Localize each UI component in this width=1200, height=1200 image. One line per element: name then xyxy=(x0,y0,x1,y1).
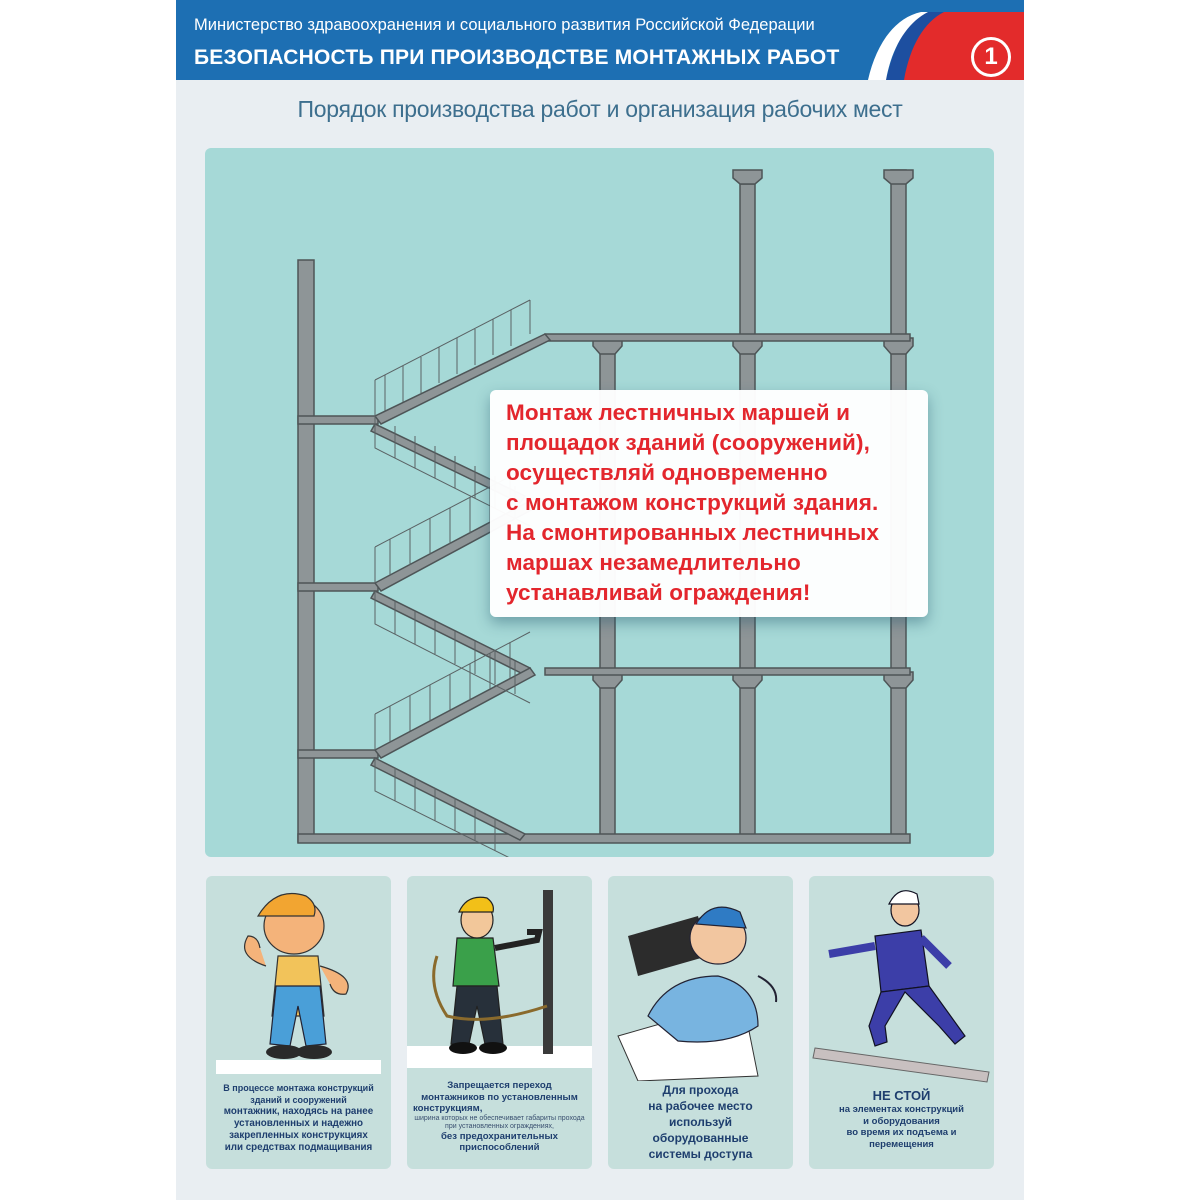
card-2-line-3: конструкциям, xyxy=(413,1103,483,1114)
card-4-line-4: во время их подъема и xyxy=(846,1127,957,1138)
header-bar xyxy=(176,0,1024,80)
card-1-line-1: В процессе монтажа конструкций xyxy=(223,1083,374,1093)
poster-subtitle: Порядок производства работ и организация рабочих мест xyxy=(297,96,903,122)
card-1-line-6: или средствах подмащивания xyxy=(224,1142,373,1153)
card-3-line-4: оборудованные xyxy=(652,1131,749,1145)
card-3-line-3: используй xyxy=(668,1115,733,1129)
card-1-caption xyxy=(210,1082,387,1154)
safety-card-1 xyxy=(206,876,391,1169)
safety-card-4 xyxy=(809,876,994,1169)
card-3-line-1: Для прохода xyxy=(662,1083,739,1097)
safety-card-3 xyxy=(608,876,793,1169)
worker-standing-illustration xyxy=(206,876,391,1076)
card-2-note: ширина которых не обеспечивает габариты прохода при установленных ограждениях, xyxy=(414,1114,585,1130)
card-4-caption xyxy=(813,1088,990,1150)
card-4-line-5: перемещения xyxy=(869,1138,934,1150)
card-3-caption xyxy=(612,1082,789,1162)
card-3-line-5: системы доступа xyxy=(648,1147,753,1161)
card-4-line-3: и оборудования xyxy=(863,1115,940,1127)
card-1-line-2: зданий и сооружений xyxy=(250,1095,347,1105)
sheet-number-badge: 1 xyxy=(971,37,1011,77)
card-4-line-1: НЕ СТОЙ xyxy=(872,1088,931,1103)
card-1-line-5: закрепленных конструкциях xyxy=(229,1130,368,1141)
card-3-line-2: на рабочее место xyxy=(648,1099,753,1113)
poster-title: БЕЗОПАСНОСТЬ ПРИ ПРОИЗВОДСТВЕ МОНТАЖНЫХ РАБОТ xyxy=(194,46,840,69)
warning-callout xyxy=(490,390,928,617)
card-4-line-2: на элементах конструкций xyxy=(839,1104,964,1115)
worker-falling-illustration xyxy=(809,876,994,1088)
safety-card-2 xyxy=(407,876,592,1169)
card-2-line-4: без предохранительных xyxy=(441,1130,558,1142)
card-2-caption xyxy=(411,1080,588,1154)
worker-belt-illustration xyxy=(407,876,592,1076)
worker-access-illustration xyxy=(608,876,793,1081)
card-1-line-3: монтажник, находясь на ранее xyxy=(223,1106,374,1117)
warning-text: Монтаж лестничных маршей и площадок зданий (сооружений), осуществляй одновременно с монтажом конструкций здания. На смонтированных лестничных маршах незамедлительно устанавливай ограждения! xyxy=(506,400,880,605)
card-1-line-4: установленных и надежно xyxy=(233,1118,364,1129)
construction-diagram-panel xyxy=(205,148,994,857)
card-2-line-1: Запрещается переход xyxy=(447,1080,552,1091)
ministry-name: Министерство здравоохранения и социального развития Российской Федерации xyxy=(194,16,815,34)
card-2-line-2: монтажников по установленным xyxy=(421,1091,578,1103)
card-2-line-5: приспособлений xyxy=(459,1142,540,1153)
